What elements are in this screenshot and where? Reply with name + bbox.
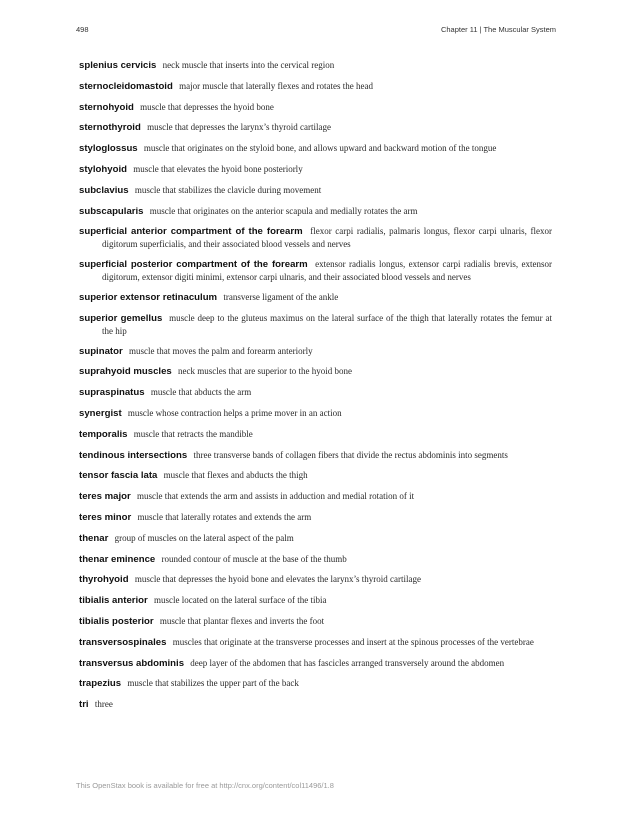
glossary-definition: muscle that depresses the hyoid bone and elevates the larynx’s thyroid cartilage <box>134 574 421 585</box>
glossary-entry <box>79 657 552 670</box>
glossary-term: tensor fascia lata <box>79 470 158 482</box>
glossary-definition: muscle that originates on the styloid bone, and allows upward and backward motion of the tongue <box>143 143 497 154</box>
glossary-entry <box>79 80 552 93</box>
glossary-definition: deep layer of the abdomen that has fascicles arranged transversely around the abdomen <box>190 657 505 668</box>
glossary-entry <box>79 121 552 134</box>
glossary-entry <box>79 184 552 197</box>
glossary-definition: muscle that moves the palm and forearm anteriorly <box>128 345 313 356</box>
glossary-entry <box>79 573 552 586</box>
glossary-definition: muscle that laterally rotates and extends the arm <box>137 511 312 522</box>
glossary-entry <box>79 142 552 155</box>
glossary-entry <box>79 532 552 545</box>
glossary-definition: transverse ligament of the ankle <box>223 291 339 302</box>
glossary-definition: major muscle that laterally flexes and rotates the head <box>179 80 373 91</box>
glossary-definition: group of muscles on the lateral aspect of the palm <box>114 532 294 543</box>
glossary-term: temporalis <box>79 428 128 440</box>
glossary-term: sternothyroid <box>79 122 141 134</box>
glossary-term: splenius cervicis <box>79 60 157 71</box>
glossary-definition: rounded contour of muscle at the base of the thumb <box>161 553 347 564</box>
glossary-term: subscapularis <box>79 205 144 217</box>
glossary-term: superior gemellus <box>79 312 163 324</box>
page-number: 498 <box>76 25 89 34</box>
glossary-entry <box>79 291 552 304</box>
glossary-entry <box>79 698 552 711</box>
glossary-definition: muscle that extends the arm and assists in adduction and medial rotation of it <box>136 491 415 502</box>
glossary-entry <box>79 511 552 524</box>
glossary-definition: muscle that depresses the hyoid bone <box>140 101 274 112</box>
glossary-term: supraspinatus <box>79 387 145 399</box>
glossary-term: teres minor <box>79 511 132 523</box>
glossary-term: superficial anterior compartment of the forearm <box>79 226 303 238</box>
glossary-entry <box>79 205 552 218</box>
glossary-term: transversus abdominis <box>79 657 185 669</box>
glossary-definition: muscle whose contraction helps a prime mover in an action <box>127 407 342 418</box>
glossary-definition: muscle located on the lateral surface of the tibia <box>154 595 327 606</box>
glossary-entry <box>79 469 552 482</box>
glossary-term: styloglossus <box>79 143 138 155</box>
glossary-entry <box>79 490 552 503</box>
glossary-definition: flexor carpi radialis, palmaris longus, flexor carpi ulnaris, flexor digitorum superficialis, and their associated blood vessels and nerves <box>102 226 552 250</box>
footer-text: This OpenStax book is available for free at http://cnx.org/content/col11496/1.8 <box>76 781 334 790</box>
glossary-entry <box>79 163 552 176</box>
glossary-definition: neck muscle that inserts into the cervical region <box>162 60 335 70</box>
glossary-term: thenar <box>79 532 109 544</box>
glossary-entry <box>79 428 552 441</box>
glossary-term: tibialis anterior <box>79 595 148 607</box>
glossary-term: suprahyoid muscles <box>79 366 172 378</box>
glossary-entry <box>79 449 552 462</box>
glossary-definition: muscle deep to the gluteus maximus on the lateral surface of the thigh that laterally rotates the femur at the hip <box>102 312 553 336</box>
glossary-entry <box>79 386 552 399</box>
glossary-term: tri <box>79 699 89 711</box>
glossary-term: transversospinales <box>79 636 167 648</box>
glossary-entry <box>79 345 552 358</box>
glossary-entry <box>79 258 552 283</box>
glossary-term: subclavius <box>79 184 129 196</box>
glossary-definition: muscle that abducts the arm <box>150 387 252 398</box>
glossary-term: tendinous intersections <box>79 449 188 461</box>
glossary-entry <box>79 677 552 690</box>
glossary-definition: muscle that depresses the larynx’s thyroid cartilage <box>147 122 332 133</box>
glossary-definition: muscles that originate at the transverse processes and insert at the spinous processes of the vertebrae <box>172 636 534 647</box>
glossary-entry <box>79 225 552 250</box>
glossary-entry <box>79 101 552 114</box>
glossary-term: stylohyoid <box>79 163 127 175</box>
glossary-entry <box>79 636 552 649</box>
glossary-term: thenar eminence <box>79 553 156 565</box>
glossary-entry <box>79 312 552 337</box>
glossary-term: sternohyoid <box>79 101 134 113</box>
glossary-list <box>79 59 552 719</box>
glossary-entry <box>79 59 552 72</box>
glossary-term: thyrohyoid <box>79 574 129 586</box>
glossary-entry <box>79 365 552 378</box>
glossary-term: sternocleidomastoid <box>79 80 173 92</box>
glossary-definition: three transverse bands of collagen fibers that divide the rectus abdominis into segments <box>193 449 508 460</box>
glossary-term: superior extensor retinaculum <box>79 291 218 303</box>
glossary-definition: muscle that retracts the mandible <box>133 428 253 439</box>
glossary-term: teres major <box>79 491 131 503</box>
glossary-definition: muscle that originates on the anterior scapula and medially rotates the arm <box>149 205 418 216</box>
glossary-definition: three <box>94 699 113 710</box>
glossary-definition: muscle that stabilizes the clavicle during movement <box>134 184 322 195</box>
glossary-definition: neck muscles that are superior to the hyoid bone <box>178 366 352 377</box>
glossary-definition: muscle that flexes and abducts the thigh <box>163 470 308 481</box>
glossary-term: tibialis posterior <box>79 615 154 627</box>
glossary-term: trapezius <box>79 678 122 690</box>
glossary-term: superficial posterior compartment of the forearm <box>79 259 308 271</box>
glossary-definition: extensor radialis longus, extensor carpi radialis brevis, extensor digitorum, extensor digiti minimi, extensor carpi ulnaris, and their associated blood vessels and nerves <box>102 259 553 283</box>
glossary-definition: muscle that elevates the hyoid bone posteriorly <box>133 163 303 174</box>
glossary-entry <box>79 553 552 566</box>
glossary-term: supinator <box>79 345 123 357</box>
glossary-entry <box>79 615 552 628</box>
glossary-definition: muscle that plantar flexes and inverts the foot <box>159 615 325 626</box>
chapter-header: Chapter 11 | The Muscular System <box>440 25 556 34</box>
glossary-entry <box>79 407 552 420</box>
glossary-entry <box>79 594 552 607</box>
glossary-definition: muscle that stabilizes the upper part of the back <box>127 678 299 689</box>
glossary-term: synergist <box>79 407 122 419</box>
